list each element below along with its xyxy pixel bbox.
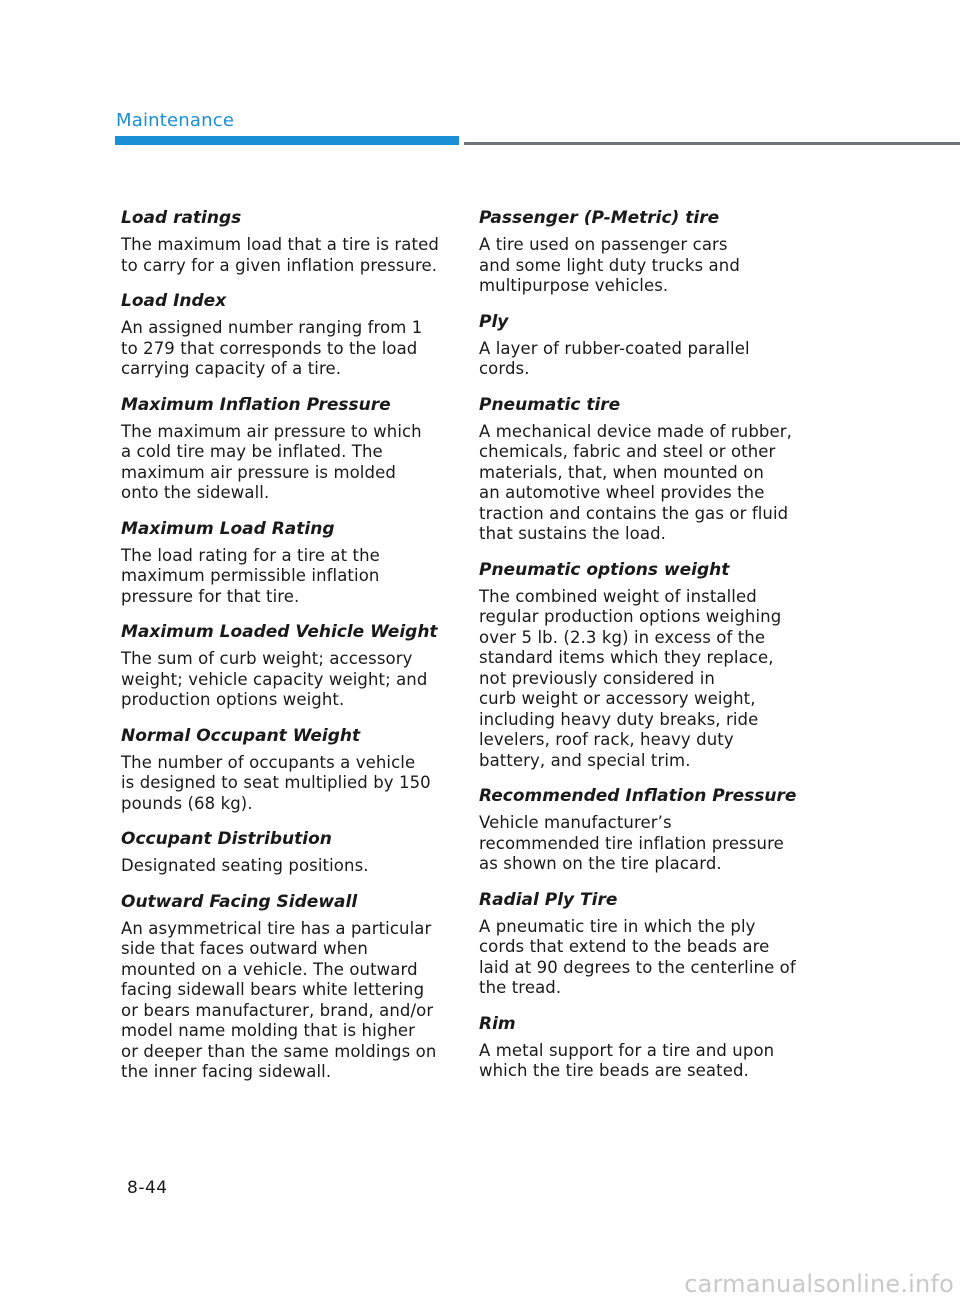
glossary-entry-outward-facing-sidewall [121, 891, 461, 1083]
glossary-term: Maximum Loaded Vehicle Weight [121, 622, 438, 642]
glossary-term: Maximum Inflation Pressure [121, 394, 391, 415]
glossary-definition: A metal support for a tire and upon which the tire beads are seated. [479, 1040, 775, 1080]
glossary-entry-load-index [121, 290, 461, 380]
glossary-definition: The sum of curb weight; accessory weight; vehicle capacity weight; and production options weight. [121, 649, 428, 709]
glossary-definition: The load rating for a tire at the maximum permissible inflation pressure for that tire. [121, 545, 380, 606]
glossary-term: Pneumatic options weight [479, 559, 730, 580]
glossary-definition: The maximum air pressure to which a cold tire may be inflated. The maximum air pressure is molded onto the sidewall. [121, 421, 422, 502]
glossary-term: Normal Occupant Weight [121, 725, 361, 746]
glossary-term: Load ratings [121, 208, 242, 228]
glossary-definition: A tire used on passenger cars and some light duty trucks and multipurpose vehicles. [479, 235, 740, 295]
glossary-definition: A mechanical device made of rubber, chemicals, fabric and steel or other materials, that, when mounted on an automotive wheel provides the traction and contains the gas or fluid that sustains the load. [479, 421, 792, 543]
glossary-definition: An assigned number ranging from 1 to 279 that corresponds to the load carrying capacity of a tire. [121, 318, 423, 378]
glossary-entry-maximum-loaded-vehicle-weight [121, 621, 461, 711]
page-number: 8-44 [127, 1178, 168, 1198]
glossary-term: Rim [479, 1013, 516, 1034]
glossary-term: Pneumatic tire [479, 394, 621, 415]
glossary-term: Radial Ply Tire [479, 889, 618, 910]
glossary-entry-rim [479, 1013, 819, 1082]
glossary-definition: Vehicle manufacturer’s recommended tire inflation pressure as shown on the tire placard. [479, 813, 784, 873]
glossary-definition: An asymmetrical tire has a particular side that faces outward when mounted on a vehicle. The outward facing sidewall bears white lettering or bears manufacturer, brand, and/or model name molding that is higher or deeper than the same moldings on the inner facing sidewall. [121, 918, 437, 1081]
glossary-entry-occupant-distribution [121, 828, 461, 877]
glossary-term: Occupant Distribution [121, 829, 332, 849]
section-title: Maintenance [116, 110, 235, 131]
glossary-definition: A layer of rubber-coated parallel cords. [479, 338, 750, 378]
glossary-entry-radial-ply-tire [479, 889, 819, 999]
glossary-entry-normal-occupant-weight [121, 725, 461, 815]
glossary-term: Ply [479, 311, 509, 332]
glossary-entry-recommended-inflation-pressure [479, 785, 819, 875]
glossary-entry-pneumatic-tire [479, 394, 819, 545]
right-column [479, 207, 819, 1096]
header-rule [464, 142, 960, 145]
glossary-definition: A pneumatic tire in which the ply cords that extend to the beads are laid at 90 degrees to the centerline of the tread. [479, 916, 796, 997]
header-accent-bar [115, 136, 459, 145]
glossary-entry-passenger-tire [479, 207, 819, 297]
glossary-entry-maximum-inflation-pressure [121, 394, 461, 504]
glossary-entry-ply [479, 311, 819, 380]
glossary-definition: Designated seating positions. [121, 856, 369, 875]
glossary-entry-pneumatic-options-weight [479, 559, 819, 772]
watermark: carmanualsonline.info [684, 1270, 954, 1298]
glossary-term: Outward Facing Sidewall [121, 891, 358, 912]
glossary-term: Recommended Inflation Pressure [479, 786, 797, 806]
glossary-term: Load Index [121, 291, 227, 311]
left-column [121, 207, 461, 1097]
glossary-entry-maximum-load-rating [121, 518, 461, 608]
glossary-entry-load-ratings [121, 207, 461, 276]
glossary-term: Maximum Load Rating [121, 518, 335, 539]
glossary-term: Passenger (P-Metric) tire [479, 208, 720, 228]
glossary-definition: The number of occupants a vehicle is designed to seat multiplied by 150 pounds (68 kg). [121, 752, 431, 813]
glossary-definition: The maximum load that a tire is rated to carry for a given inflation pressure. [121, 235, 439, 275]
glossary-definition: The combined weight of installed regular production options weighing over 5 lb. (2.3 kg) in excess of the standard items which they replace, not previously considered in curb weight or accessory weight, including heavy duty breaks, ride levelers, roof rack, heavy duty battery, and special trim. [479, 586, 782, 770]
